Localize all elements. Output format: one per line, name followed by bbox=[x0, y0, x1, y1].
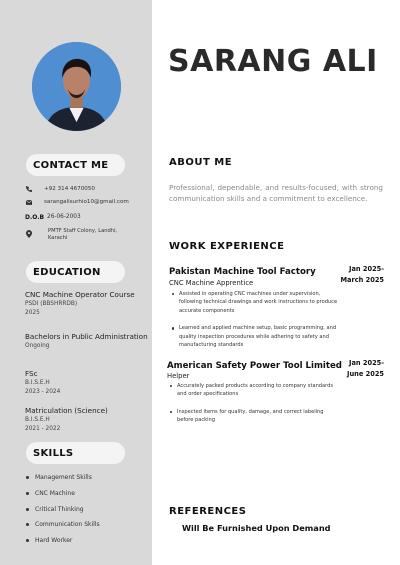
skills-list bbox=[26, 470, 100, 548]
bullet-icon bbox=[26, 492, 29, 495]
education-name: CNC Machine Operator Course bbox=[25, 290, 135, 299]
job-date-end: March 2025 bbox=[340, 276, 384, 284]
job-date-start: Jan 2025- bbox=[349, 359, 384, 367]
skill-label: Communication Skills bbox=[35, 521, 100, 529]
skill-label: CNC Machine bbox=[35, 490, 75, 498]
job-role: CNC Machine Apprentice bbox=[169, 279, 254, 287]
job-company: American Safety Power Tool Limited bbox=[167, 361, 342, 371]
phone-number: +92 314 4670050 bbox=[44, 186, 95, 192]
address-line-1: PMTF Staff Colony, Landhi, bbox=[48, 228, 118, 234]
skill-item bbox=[26, 533, 100, 549]
mail-icon bbox=[26, 200, 44, 205]
skill-label: Hard Worker bbox=[35, 537, 73, 545]
skills-header: SKILLS bbox=[26, 442, 125, 464]
education-detail: PSDI (BBSHRRDB) bbox=[25, 301, 78, 307]
bullet-icon bbox=[170, 385, 172, 387]
job-bullet-text: Inspected items for quality, damage, and correct labeling before packing bbox=[177, 408, 324, 424]
person-photo-icon bbox=[32, 42, 121, 131]
job-date-start: Jan 2025- bbox=[349, 265, 384, 273]
education-detail: B.I.S.E.H bbox=[25, 417, 50, 423]
job-role: Helper bbox=[167, 372, 190, 380]
bullet-icon bbox=[26, 508, 29, 511]
education-detail: Ongoing bbox=[25, 343, 50, 349]
job-bullet-text: Accurately packed products according to company standards and order specifications bbox=[177, 383, 334, 398]
education-header: EDUCATION bbox=[26, 261, 125, 283]
bullet-icon bbox=[26, 523, 29, 526]
candidate-name: SARANG ALI bbox=[168, 44, 378, 79]
skill-item bbox=[26, 486, 100, 502]
work-header: WORK EXPERIENCE bbox=[169, 241, 285, 252]
job-dates bbox=[347, 358, 384, 380]
skill-label: Critical Thinking bbox=[35, 505, 84, 513]
skill-item bbox=[26, 517, 100, 533]
about-header: ABOUT ME bbox=[169, 157, 233, 168]
sidebar bbox=[0, 0, 152, 565]
job-company: Pakistan Machine Tool Factory bbox=[169, 267, 316, 277]
address-line-2: Karachi bbox=[48, 235, 68, 241]
job-dates bbox=[340, 264, 384, 286]
phone-row bbox=[26, 186, 95, 192]
about-text: Professional, dependable, and results-focused, with strong communication skills and a commitment to excellence. bbox=[169, 183, 383, 203]
education-detail: 2025 bbox=[25, 310, 40, 316]
skill-label: Management Skills bbox=[35, 474, 92, 482]
education-detail: B.I.S.E.H bbox=[25, 380, 50, 386]
education-item bbox=[25, 369, 60, 397]
job-bullet bbox=[171, 324, 341, 349]
references-header: REFERENCES bbox=[169, 506, 247, 517]
bullet-icon bbox=[26, 539, 29, 542]
education-name: FSc bbox=[25, 369, 38, 378]
email-row bbox=[26, 199, 129, 205]
education-detail: 2023 - 2024 bbox=[25, 389, 61, 395]
references-text: Will Be Furnished Upon Demand bbox=[182, 523, 331, 533]
skill-item bbox=[26, 501, 100, 517]
dob-label: D.O.B bbox=[25, 214, 45, 221]
education-item bbox=[25, 332, 148, 351]
job-date-end: June 2025 bbox=[347, 370, 384, 378]
contact-header: CONTACT ME bbox=[26, 154, 125, 176]
email-address: sarangalisurhio10@gmail.com bbox=[44, 199, 129, 205]
bullet-icon bbox=[26, 476, 29, 479]
job-bullets bbox=[169, 382, 339, 425]
education-name: Bachelors in Public Administration bbox=[25, 332, 148, 341]
dob-row bbox=[25, 214, 81, 221]
location-pin-icon bbox=[26, 228, 48, 242]
bullet-icon bbox=[172, 327, 174, 329]
job-bullet-text: Learned and applied machine setup, basic programming, and quality inspection procedures while adhering to safety and manufacturing standards bbox=[179, 325, 337, 349]
job-bullet bbox=[171, 290, 341, 315]
address-row bbox=[26, 228, 117, 242]
bullet-icon bbox=[170, 411, 172, 413]
education-item bbox=[25, 406, 108, 434]
bullet-icon bbox=[172, 293, 174, 295]
dob-value: 26-06-2003 bbox=[47, 214, 81, 220]
phone-icon bbox=[26, 186, 44, 192]
job-bullet-text: Assisted in operating CNC machines under supervision, following technical drawings and work instructions to produce accurate components bbox=[179, 291, 338, 314]
job-bullet bbox=[169, 382, 339, 399]
education-detail: 2021 - 2022 bbox=[25, 426, 61, 432]
job-bullet bbox=[169, 408, 339, 425]
education-name: Matriculation (Science) bbox=[25, 406, 108, 415]
profile-photo bbox=[32, 42, 121, 131]
education-item bbox=[25, 290, 135, 318]
skill-item bbox=[26, 470, 100, 486]
job-bullets bbox=[171, 290, 341, 349]
